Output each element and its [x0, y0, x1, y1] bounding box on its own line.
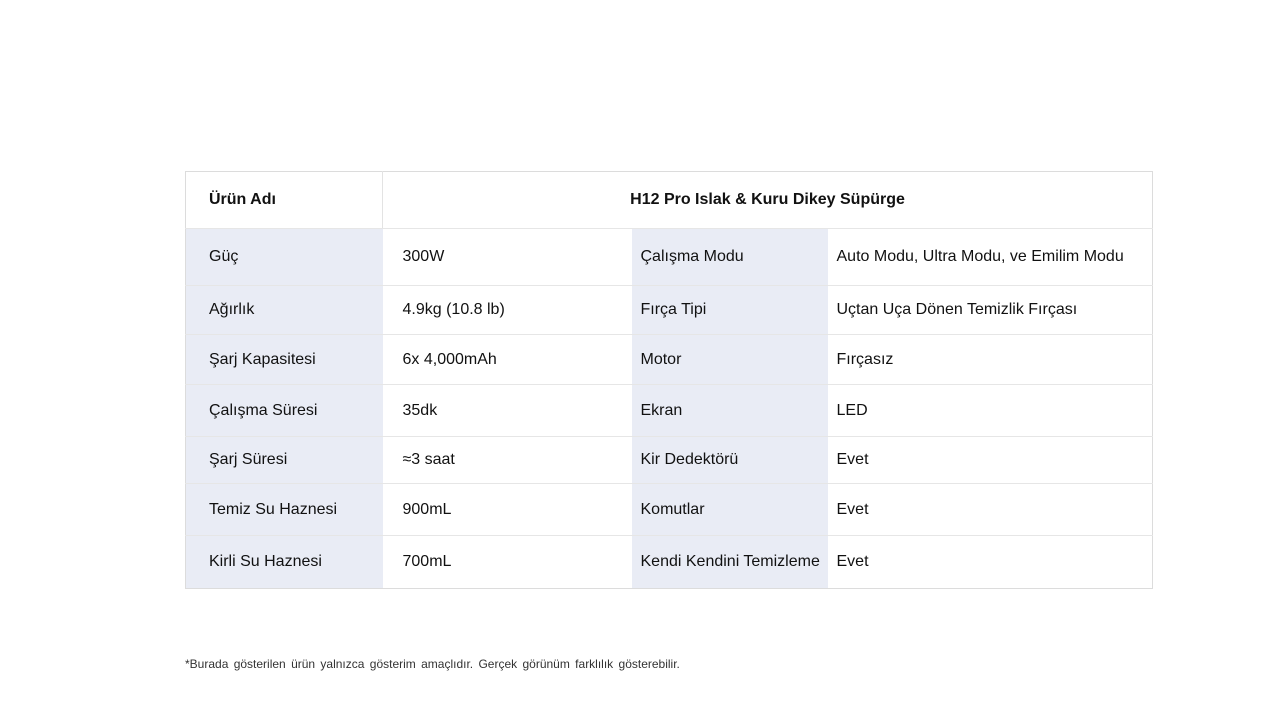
- spec-value: Auto Modu, Ultra Modu, ve Emilim Modu: [828, 229, 1153, 286]
- spec-label: Çalışma Süresi: [186, 385, 383, 437]
- table-row: [186, 385, 1153, 437]
- spec-value: Evet: [828, 536, 1153, 589]
- spec-label: Çalışma Modu: [632, 229, 828, 286]
- spec-label: Motor: [632, 335, 828, 385]
- spec-value: Evet: [828, 484, 1153, 536]
- spec-label: Güç: [186, 229, 383, 286]
- table-row: [186, 437, 1153, 484]
- product-name-value: H12 Pro Islak & Kuru Dikey Süpürge: [383, 172, 1153, 229]
- spec-value: Evet: [828, 437, 1153, 484]
- table-row: [186, 229, 1153, 286]
- spec-value: LED: [828, 385, 1153, 437]
- table-header-row: [186, 172, 1153, 229]
- spec-label: Kendi Kendini Temizleme: [632, 536, 828, 589]
- spec-label: Kirli Su Haznesi: [186, 536, 383, 589]
- table-row: [186, 335, 1153, 385]
- spec-value: 6x 4,000mAh: [383, 335, 632, 385]
- spec-value: Uçtan Uça Dönen Temizlik Fırçası: [828, 286, 1153, 335]
- spec-label: Ağırlık: [186, 286, 383, 335]
- spec-table: [185, 171, 1153, 589]
- product-name-label: Ürün Adı: [186, 172, 383, 229]
- spec-value: 300W: [383, 229, 632, 286]
- spec-label: Temiz Su Haznesi: [186, 484, 383, 536]
- disclaimer-footnote: *Burada gösterilen ürün yalnızca gösterim amaçlıdır. Gerçek görünüm farklılık gösterebilir.: [185, 657, 680, 671]
- table-row: [186, 484, 1153, 536]
- spec-label: Ekran: [632, 385, 828, 437]
- spec-label: Komutlar: [632, 484, 828, 536]
- spec-label: Şarj Süresi: [186, 437, 383, 484]
- spec-label: Şarj Kapasitesi: [186, 335, 383, 385]
- table-row: [186, 286, 1153, 335]
- spec-value: 700mL: [383, 536, 632, 589]
- spec-value: 900mL: [383, 484, 632, 536]
- spec-value: ≈3 saat: [383, 437, 632, 484]
- table-row: [186, 536, 1153, 589]
- spec-label: Fırça Tipi: [632, 286, 828, 335]
- spec-value: 4.9kg (10.8 lb): [383, 286, 632, 335]
- spec-value: 35dk: [383, 385, 632, 437]
- spec-label: Kir Dedektörü: [632, 437, 828, 484]
- spec-value: Fırçasız: [828, 335, 1153, 385]
